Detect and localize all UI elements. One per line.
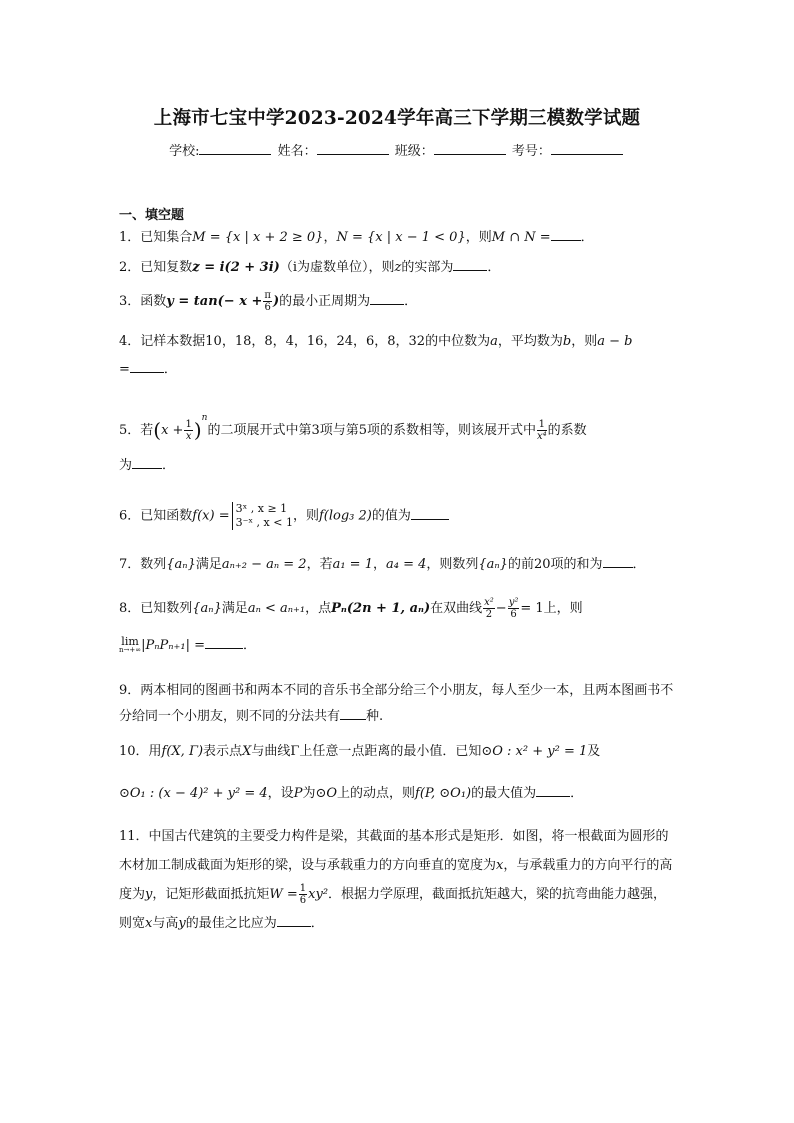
q1-expr: M ∩ N = (491, 230, 551, 245)
q1-text: 1．已知集合 (119, 230, 193, 245)
q8-fraction2 (508, 597, 520, 620)
q8-eq: = 1 (520, 601, 544, 616)
question-10 (119, 742, 679, 761)
q11-frac-den: 6 (299, 895, 307, 906)
q9-end: 种. (366, 709, 384, 724)
q11-text: 11．中国古代建筑的主要受力构件是梁，其截面的基本形式是矩形．如图，将一根截面为圆形的木材加工制成截面为矩形的梁，设与承载重力的方向垂直的宽度为 (119, 829, 669, 873)
q7-text2: 满足 (195, 557, 222, 572)
question-11 (119, 822, 679, 938)
q2-answer-blank (453, 258, 487, 271)
q2-text3: 的实部为 (401, 260, 454, 275)
q7-answer-blank (603, 555, 633, 568)
q11-text2: ，与承载重力的方向平行的高度为 (119, 858, 673, 902)
q6-piecewise (232, 502, 293, 530)
q8-minus: − (495, 601, 507, 616)
question-4-line2 (119, 360, 679, 379)
q11-text4: ．根据力学原理，截面抵抗矩越大，梁的抗弯曲能力越强，则宽 (119, 887, 667, 931)
school-blank (199, 142, 271, 155)
q7-a4: a₄ = 4 (385, 557, 427, 572)
exam-no-label: 考号： (511, 144, 551, 159)
q4-text: 4．记样本数据10，18，8，4，16，24，6，8，32的中位数为 (119, 334, 491, 349)
question-8-line2 (119, 636, 679, 655)
q1-sep: ， (323, 230, 337, 245)
q7-seq: {aₙ} (166, 557, 196, 572)
q3-answer-blank (370, 292, 404, 305)
q10-text4: ，设 (267, 786, 294, 801)
q4-expr: a − b (597, 334, 633, 349)
question-7 (119, 555, 679, 574)
q4-text2: ，平均数为 (497, 334, 563, 349)
q2-text: 2．已知复数 (119, 260, 193, 275)
exam-title: 上海市七宝中学2023-2024学年高三下学期三模数学试题 (153, 108, 641, 129)
q10-text6: 上的动点，则 (337, 786, 416, 801)
q10-and: 及 (587, 744, 601, 759)
q5-fraction2 (537, 419, 547, 442)
q8-expr: |PₙPₙ₊₁| = (141, 638, 205, 653)
q11-fraction (299, 883, 307, 906)
q11-text6: 的最佳之比应为 (185, 916, 277, 931)
student-info-line (0, 140, 794, 159)
q6-answer-blank (411, 507, 449, 520)
name-label: 姓名： (277, 144, 317, 159)
q10-x: X (242, 744, 252, 759)
q7-end: ． (632, 557, 646, 572)
q7-text3: ，若 (306, 557, 333, 572)
q3-frac-den: 6 (264, 302, 271, 313)
q1-answer-blank (551, 228, 581, 241)
q4-eq: = (119, 362, 130, 377)
question-9 (119, 678, 679, 730)
q4-b: b (562, 334, 572, 349)
q8-fraction1 (483, 597, 495, 620)
question-1 (119, 228, 679, 247)
q8-end: ． (242, 638, 256, 653)
q11-x: x (496, 858, 504, 873)
q1-text2: ，则 (465, 230, 492, 245)
q9-text: 9．两本相同的图画书和两本不同的音乐书全部分给三个小朋友，每人至少一本，且两本图画书不分给同一个小朋友，则不同的分法共有 (119, 683, 674, 724)
question-10-line2 (119, 784, 679, 803)
exam-no-blank (551, 142, 623, 155)
q11-y: y (145, 887, 153, 902)
q5-answer-blank (132, 456, 162, 469)
q8-text: 8．已知数列 (119, 601, 193, 616)
q11-y2: y (178, 916, 186, 931)
q10-text3: 与曲线Γ上任意一点距离的最小值．已知 (251, 744, 482, 759)
q2-complex: z = i(2 + 3i) (192, 260, 280, 275)
q8-text3: ，点 (305, 601, 332, 616)
q4-end: ． (163, 362, 177, 377)
q11-w: W = (269, 887, 298, 902)
q11-text3: ，记矩形截面抵抗矩 (152, 887, 270, 902)
q5-paren-close: ) (193, 418, 202, 442)
q5-fraction (184, 419, 192, 442)
q5-frac-num: 1 (185, 419, 192, 430)
q8-point: Pₙ(2n + 1, aₙ) (331, 601, 431, 616)
q2-end: ． (487, 260, 501, 275)
q10-text5: 为 (302, 786, 316, 801)
q6-text3: 的值为 (371, 508, 411, 524)
q5-text: 5．若 (119, 423, 154, 438)
question-2 (119, 258, 679, 277)
q5-x: x + (161, 423, 184, 438)
q8-lim-sub: n→+∞ (119, 645, 142, 654)
q10-f: f(X, Γ) (161, 744, 204, 759)
class-label: 班级： (394, 144, 434, 159)
q8-lim: lim (121, 634, 139, 648)
q8-f2-num: y² (508, 597, 519, 608)
q10-circle-o1: ⊙O₁ : (x − 4)² + y² = 4 (119, 786, 268, 801)
q10-text2: 表示点 (203, 744, 243, 759)
q11-text5: 与高 (152, 916, 179, 931)
q6-text2: ，则 (292, 508, 319, 524)
q7-seq2: {aₙ} (478, 557, 508, 572)
q7-comma: ， (372, 557, 386, 572)
q5-exp-n: n (201, 413, 208, 423)
section-heading: 一、填空题 (119, 208, 185, 223)
q5-end: ． (162, 458, 176, 473)
q7-relation: aₙ₊₂ − aₙ = 2 (221, 557, 307, 572)
q1-set-n: N = {x | x − 1 < 0} (336, 230, 466, 245)
q10-text7: 的最大值为 (471, 786, 537, 801)
q10-answer-blank (536, 784, 570, 797)
q2-z: z (394, 260, 402, 275)
q10-circle-o2: ⊙O (315, 786, 338, 801)
q11-answer-blank (277, 914, 311, 927)
q10-end: ． (570, 786, 584, 801)
q7-text4: ，则数列 (426, 557, 479, 572)
q8-limit (119, 634, 142, 655)
q11-x2: x (145, 916, 153, 931)
q6-case2: 3⁻ˣ , x < 1 (235, 516, 293, 529)
q3-expr-b: ) (272, 294, 280, 309)
q6-text: 6．已知函数 (119, 508, 193, 524)
q8-text2: 满足 (221, 601, 248, 616)
question-6 (119, 502, 679, 530)
question-5-line2 (119, 456, 679, 475)
q9-answer-blank (340, 707, 366, 720)
q2-text2: （i为虚数单位），则 (279, 260, 395, 275)
q4-a: a (490, 334, 498, 349)
q8-relation: aₙ < aₙ₊₁ (247, 601, 306, 616)
q8-f2-den: 6 (510, 609, 517, 620)
q5-paren-open: ( (153, 418, 162, 442)
q3-fraction (263, 290, 272, 313)
q3-text2: 的最小正周期为 (279, 294, 371, 309)
question-5 (119, 409, 679, 442)
q4-text3: ，则 (571, 334, 598, 349)
q10-fp: f(P, ⊙O₁) (415, 786, 472, 801)
q8-answer-blank (205, 636, 243, 649)
q1-set-m: M = {x | x + 2 ≥ 0} (192, 230, 324, 245)
q8-text5: 上，则 (543, 601, 583, 616)
q7-a1: a₁ = 1 (332, 557, 373, 572)
q8-f1-num: x² (484, 597, 494, 608)
q5-frac-den: x (185, 431, 192, 442)
school-label: 学校: (169, 144, 200, 159)
q11-end: ． (310, 916, 324, 931)
q3-expr-a: y = tan(− x + (166, 294, 263, 309)
question-8 (119, 597, 679, 620)
q10-text: 10．用 (119, 744, 162, 759)
q5-text3: 的系数 (547, 423, 587, 438)
q8-f1-den: 2 (485, 609, 493, 620)
name-blank (317, 142, 389, 155)
q6-expr: f(log₃ 2) (318, 508, 372, 524)
q3-end: ． (404, 294, 418, 309)
q7-text5: 的前20项的和为 (507, 557, 603, 572)
class-blank (434, 142, 506, 155)
q6-case1: 3ˣ , x ≥ 1 (235, 502, 288, 515)
q4-answer-blank (130, 360, 164, 373)
q5-wei: 为 (119, 458, 133, 473)
question-3 (119, 290, 679, 313)
question-4 (119, 332, 679, 351)
q11-xy: xy² (308, 887, 329, 902)
q5-frac2-den: x⁴ (536, 431, 547, 442)
q1-end: ． (580, 230, 594, 245)
q5-frac2-num: 1 (538, 419, 545, 430)
q3-text: 3．函数 (119, 294, 167, 309)
q10-circle-o: ⊙O : x² + y² = 1 (481, 744, 588, 759)
q10-p: P (293, 786, 303, 801)
q8-text4: 在双曲线 (430, 601, 483, 616)
q3-frac-num: π (264, 290, 271, 301)
q7-text: 7．数列 (119, 557, 167, 572)
q6-f: f(x) = (192, 508, 230, 524)
q11-frac-num: 1 (299, 883, 307, 894)
q5-text2: 的二项展开式中第3项与第5项的系数相等，则该展开式中 (207, 423, 536, 438)
q8-seq: {aₙ} (192, 601, 222, 616)
